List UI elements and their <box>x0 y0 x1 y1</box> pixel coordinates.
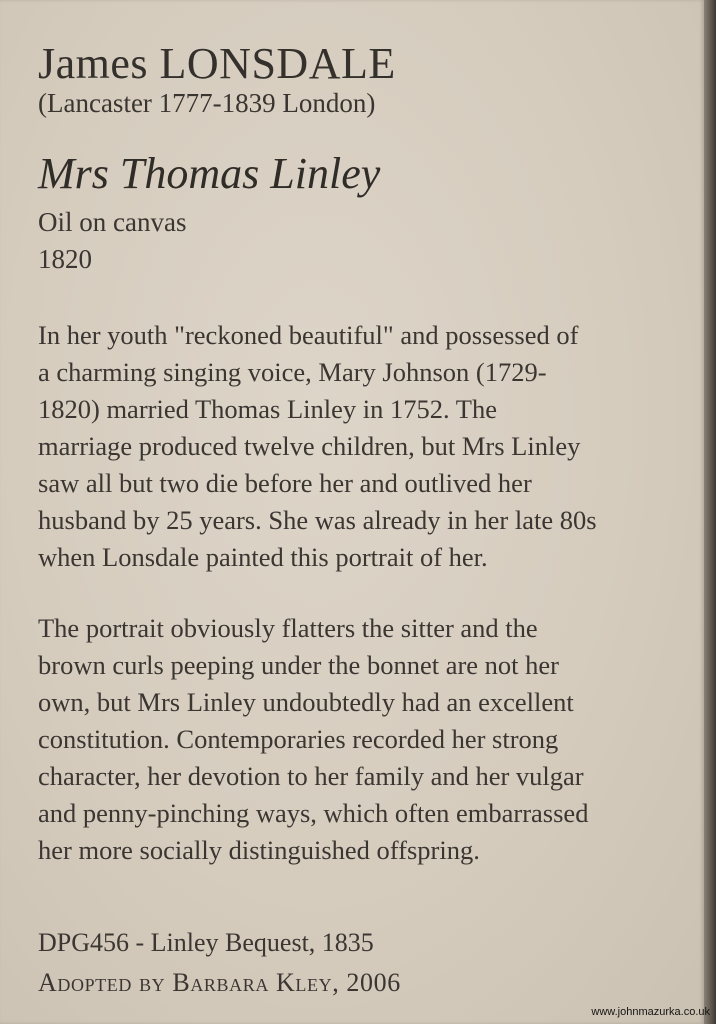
artist-dates: (Lancaster 1777-1839 London) <box>38 88 376 118</box>
accession-credit: DPG456 - Linley Bequest, 1835 <box>38 928 374 957</box>
paragraph-line: when Lonsdale painted this portrait of her. <box>38 542 488 572</box>
artwork-medium: Oil on canvas <box>38 207 187 237</box>
paragraph-line: own, but Mrs Linley undoubtedly had an excellent <box>38 687 574 717</box>
artist-name: James LONSDALE <box>38 39 396 88</box>
paragraph-line: The portrait obviously flatters the sitter and the <box>38 613 538 643</box>
paragraph-line: 1820) married Thomas Linley in 1752. The <box>38 394 498 424</box>
paragraph-line: and penny-pinching ways, which often embarrassed <box>38 798 589 828</box>
paragraph-line: character, her devotion to her family and her vulgar <box>38 761 584 791</box>
description-paragraph-2 <box>38 610 688 869</box>
paragraph-line: brown curls peeping under the bonnet are not her <box>38 650 559 680</box>
photo-watermark: www.johnmazurka.co.uk <box>591 1006 710 1018</box>
paragraph-line: constitution. Contemporaries recorded her strong <box>38 724 559 754</box>
card-edge-shadow <box>704 0 716 1024</box>
paragraph-line: saw all but two die before her and outlived her <box>38 468 532 498</box>
artwork-title: Mrs Thomas Linley <box>38 149 381 198</box>
description-paragraph-1 <box>38 317 688 576</box>
paragraph-line: In her youth "reckoned beautiful" and possessed of <box>38 320 579 350</box>
paragraph-line: a charming singing voice, Mary Johnson (1729- <box>38 357 547 387</box>
artwork-year: 1820 <box>38 244 92 274</box>
paragraph-line: husband by 25 years. She was already in her late 80s <box>38 505 597 535</box>
adoption-credit: Adopted by Barbara Kley, 2006 <box>38 968 401 997</box>
paragraph-line: marriage produced twelve children, but Mrs Linley <box>38 431 581 461</box>
paragraph-line: her more socially distinguished offspring. <box>38 835 480 865</box>
